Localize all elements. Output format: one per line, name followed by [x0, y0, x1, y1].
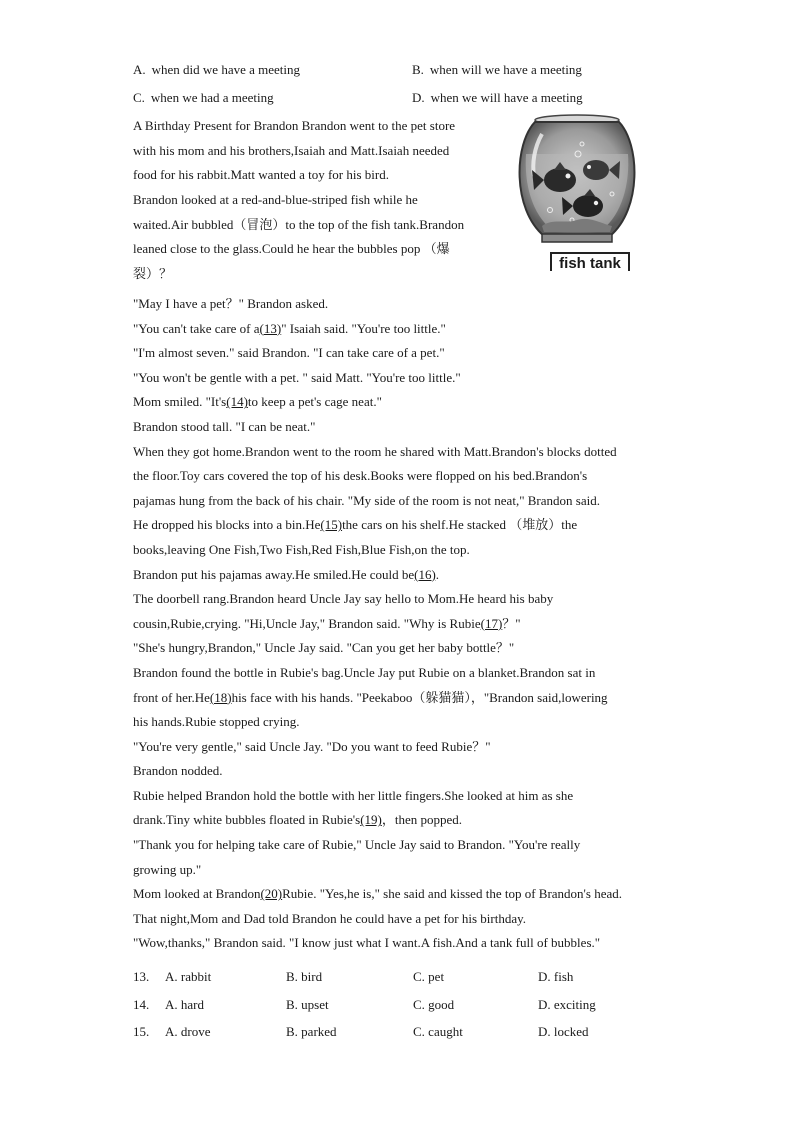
choice-a[interactable]: A. rabbit: [165, 969, 212, 984]
choice-b[interactable]: B. upset: [286, 997, 329, 1012]
option-d[interactable]: D. when we will have a meeting: [412, 90, 583, 105]
passage-line: "You're very gentle," said Uncle Jay. "Do you want to feed Rubie？": [133, 738, 491, 754]
passage-line: Brandon stood tall. "I can be neat.": [133, 418, 316, 434]
passage-line: leaned close to the glass.Could he hear the bubbles pop （爆: [133, 241, 450, 257]
passage-line: Mom smiled. "It's(14)to keep a pet's cage neat.": [133, 394, 382, 410]
option-c[interactable]: C. when we had a meeting: [133, 90, 274, 105]
choice-c[interactable]: C. pet: [413, 969, 445, 984]
fish-tank-label: fish tank: [550, 252, 630, 271]
passage-line: with his mom and his brothers,Isaiah and Matt.Isaiah needed: [133, 142, 450, 158]
passage-line: "Wow,thanks," Brandon said. "I know just what I want.A fish.And a tank full of bubbles.": [133, 935, 601, 951]
choice-d[interactable]: D. fish: [538, 969, 574, 984]
passage-line: growing up.": [133, 861, 202, 877]
passage-line: When they got home.Brandon went to the room he shared with Matt.Brandon's blocks dotted: [133, 443, 617, 459]
passage-line: Rubie helped Brandon hold the bottle with her little fingers.She looked at him as she: [133, 787, 574, 803]
passage-line: That night,Mom and Dad told Brandon he could have a pet for his birthday.: [133, 910, 527, 926]
choice-c[interactable]: C. good: [413, 997, 455, 1012]
passage-line: 裂）？: [133, 266, 173, 282]
passage-line: "She's hungry,Brandon," Uncle Jay said. "Can you get her baby bottle？": [133, 640, 515, 656]
options-row-ab: [133, 62, 673, 84]
passage-line: A Birthday Present for Brandon Brandon went to the pet store: [133, 118, 456, 133]
passage-line: drank.Tiny white bubbles floated in Rubie's(19)，then popped.: [133, 812, 463, 828]
choice-a[interactable]: A. hard: [165, 997, 204, 1012]
choice-d[interactable]: D. locked: [538, 1024, 589, 1039]
passage-line: "You can't take care of a(13)" Isaiah said. "You're too little.": [133, 320, 446, 336]
choice-c[interactable]: C. caught: [413, 1024, 463, 1039]
passage-line: food for his rabbit.Matt wanted a toy for his bird.: [133, 167, 389, 183]
choice-d[interactable]: D. exciting: [538, 997, 596, 1012]
passage-line: books,leaving One Fish,Two Fish,Red Fish,Blue Fish,on the top.: [133, 541, 470, 557]
passage-line: "I'm almost seven." said Brandon. "I can take care of a pet.": [133, 345, 445, 361]
blank-18[interactable]: (18): [209, 689, 232, 705]
blank-14[interactable]: (14): [226, 394, 248, 410]
question-number: 13.: [133, 969, 150, 984]
choice-b[interactable]: B. bird: [286, 969, 323, 984]
passage-line: waited.Air bubbled（冒泡）to the top of the fish tank.Brandon: [133, 216, 465, 232]
passage-line: "Thank you for helping take care of Rubie," Uncle Jay said to Brandon. "You're really: [133, 837, 581, 853]
question-15: [133, 1024, 673, 1046]
passage-line: "You won't be gentle with a pet. " said Matt. "You're too little.": [133, 369, 461, 385]
blank-20[interactable]: (20): [260, 886, 283, 902]
choice-b[interactable]: B. parked: [286, 1024, 337, 1039]
question-number: 15.: [133, 1024, 150, 1039]
fish-tank-illustration: [512, 114, 642, 274]
passage-line: pajamas hung from the back of his chair. "My side of the room is not neat," Brandon said.: [133, 492, 600, 508]
passage-line: "May I have a pet？" Brandon asked.: [133, 296, 329, 311]
passage-intro: [133, 114, 503, 287]
blank-19[interactable]: (19): [360, 812, 382, 828]
passage-line: front of her.He(18)his face with his hands. "Peekaboo（躲猫猫），"Brandon said,lowering: [133, 689, 608, 705]
blank-16[interactable]: (16): [414, 566, 436, 582]
choice-a[interactable]: A. drove: [165, 1024, 211, 1039]
passage-line: The doorbell rang.Brandon heard Uncle Jay say hello to Mom.He heard his baby: [133, 591, 554, 607]
question-13: [133, 969, 673, 991]
passage-line: cousin,Rubie,crying. "Hi,Uncle Jay," Brandon said. "Why is Rubie(17)？": [133, 615, 521, 631]
passage-line: Mom looked at Brandon(20)Rubie. "Yes,he is," she said and kissed the top of Brandon's head.: [133, 886, 622, 902]
passage-line: He dropped his blocks into a bin.He(15)the cars on his shelf.He stacked （堆放）the: [133, 517, 578, 533]
passage-line: Brandon nodded.: [133, 763, 223, 779]
blank-17[interactable]: (17): [480, 615, 503, 631]
passage-line: his hands.Rubie stopped crying.: [133, 714, 300, 730]
passage-line: the floor.Toy cars covered the top of his desk.Books were flopped on his bed.Brandon's: [133, 468, 588, 484]
options-row-cd: [133, 90, 673, 112]
passage-line: Brandon found the bottle in Rubie's bag.Uncle Jay put Rubie on a blanket.Brandon sat in: [133, 664, 596, 680]
option-a[interactable]: A. when did we have a meeting: [133, 62, 301, 77]
bowl-base: [542, 234, 612, 242]
blank-15[interactable]: (15): [320, 517, 343, 533]
blank-13[interactable]: (13): [259, 320, 282, 336]
question-14: [133, 997, 673, 1019]
option-b[interactable]: B. when will we have a meeting: [412, 62, 582, 77]
passage-body: [133, 292, 673, 956]
passage-line: Brandon looked at a red-and-blue-striped fish while he: [133, 192, 418, 208]
passage-line: Brandon put his pajamas away.He smiled.He could be(16).: [133, 566, 440, 582]
question-number: 14.: [133, 997, 150, 1012]
